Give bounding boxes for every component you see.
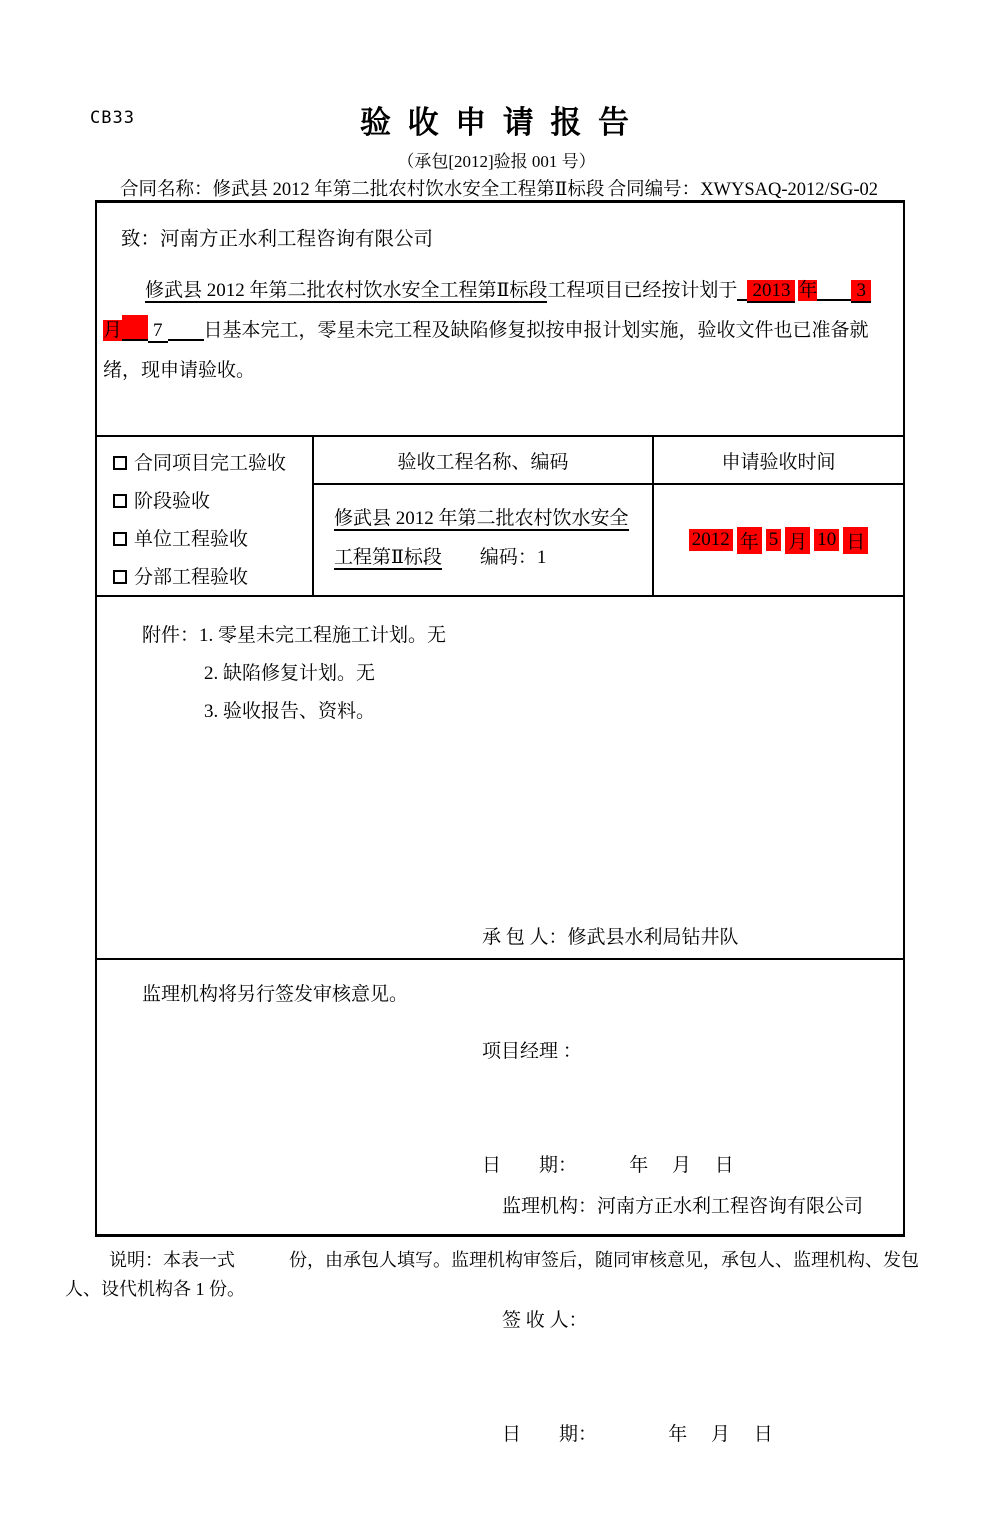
footnote-line-1: 说明：本表一式 份，由承包人填写。监理机构审签后，随同审核意见，承包人、监理机构、发包 <box>109 1250 919 1270</box>
acceptance-time-column <box>654 437 903 595</box>
year-unit-highlight: 年 <box>798 280 818 301</box>
addressee-section <box>97 203 903 435</box>
project-name-line2 <box>334 538 638 577</box>
contract-info-row <box>120 175 878 201</box>
application-line2-text: 日基本完工，零星未完工程及缺陷修复拟按申报计划实施，验收文件也已准备就 <box>203 320 869 341</box>
form-code: CB33 <box>90 108 135 128</box>
date-month-value: 5 <box>766 529 782 551</box>
blank-underline <box>168 315 204 341</box>
project-code: 编码：1 <box>479 547 547 568</box>
checkbox-label: 分部工程验收 <box>134 567 249 588</box>
date-month-unit: 月 <box>785 527 810 554</box>
year-value-highlight: 2013 <box>747 280 795 303</box>
project-manager-line: 项目经理 ： <box>482 1041 582 1062</box>
month-value-highlight: 3 <box>851 280 871 303</box>
acceptance-type-column <box>97 437 314 595</box>
checkbox-label: 阶段验收 <box>134 491 211 512</box>
checkbox-icon[interactable] <box>113 570 127 584</box>
project-name-column <box>314 437 654 595</box>
contract-number-value: XWYSAQ-2012/SG-02 <box>700 180 878 200</box>
acceptance-type-section <box>97 435 903 595</box>
supervisor-signature-block <box>502 1112 863 1530</box>
supervisor-date-line: 日 期： 年 月 日 <box>502 1424 773 1445</box>
contract-name-label: 合同名称： <box>120 180 213 200</box>
page-title: 验 收 申 请 报 告 <box>359 105 634 140</box>
month-unit-highlight: 月 <box>103 320 123 341</box>
supervisor-signer-line: 签 收 人： <box>502 1310 588 1331</box>
checkbox-label: 合同项目完工验收 <box>134 453 287 474</box>
acceptance-time-body <box>654 485 903 595</box>
contract-name-value: 修武县 2012 年第二批农村饮水安全工程第Ⅱ标段 <box>212 180 605 200</box>
footnote-line-2: 人、设代机构各 1 份。 <box>65 1279 245 1299</box>
red-blank-underline <box>122 315 148 341</box>
project-name-header: 验收工程名称、编码 <box>314 437 652 485</box>
attachments-label: 附件： <box>142 625 200 646</box>
checkbox-item-division-project <box>113 559 312 597</box>
attachment-item-2: 2. 缺陷修复计划。无 <box>204 663 376 684</box>
addressee-line: 致：河南方正水利工程咨询有限公司 <box>121 229 434 250</box>
acceptance-time-header: 申请验收时间 <box>654 437 903 485</box>
attachment-item-3: 3. 验收报告、资料。 <box>204 701 376 722</box>
blank-underline <box>817 275 851 301</box>
project-name-line2-text: 工程第Ⅱ标段 <box>334 547 442 568</box>
document-number: （承包[2012]验报 001 号） <box>397 152 596 171</box>
application-line-2 <box>103 311 883 351</box>
project-name-line1: 修武县 2012 年第二批农村饮水安全 <box>334 508 629 529</box>
contractor-name-line: 承 包 人：修武县水利局钻井队 <box>482 927 739 948</box>
footnote <box>65 1246 935 1304</box>
attachment-item-1: 1. 零星未完工程施工计划。无 <box>199 625 447 646</box>
checkbox-icon[interactable] <box>113 494 127 508</box>
supervisor-org-line: 监理机构：河南方正水利工程咨询有限公司 <box>502 1196 864 1217</box>
date-day-unit: 日 <box>843 527 868 554</box>
application-line-1 <box>145 271 883 311</box>
contract-number <box>608 175 878 201</box>
date-year-value: 2012 <box>689 529 733 551</box>
attachment-line-1 <box>142 617 883 655</box>
application-paragraph <box>103 271 883 391</box>
application-mid-text: 工程项目已经按计划于 <box>547 280 738 301</box>
supervisor-note: 监理机构将另行签发审核意见。 <box>142 984 409 1005</box>
application-line-3: 绪，现申请验收。 <box>103 360 256 381</box>
day-value: 7 <box>148 320 168 343</box>
date-year-unit: 年 <box>737 527 762 554</box>
project-name-underlined: 修武县 2012 年第二批农村饮水安全工程第Ⅱ标段 <box>145 280 548 301</box>
checkbox-item-unit-project <box>113 521 312 559</box>
date-day-value: 10 <box>814 529 839 551</box>
contract-name <box>120 175 604 201</box>
checkbox-icon[interactable] <box>113 456 127 470</box>
project-name-body <box>314 485 652 595</box>
contract-number-label: 合同编号： <box>607 180 701 200</box>
blank-underline <box>737 275 747 301</box>
checkbox-icon[interactable] <box>113 532 127 546</box>
contractor-date-line: 日 期： 年 月 日 <box>482 1155 734 1176</box>
checkbox-label: 单位工程验收 <box>134 529 249 550</box>
checkbox-item-contract-completion <box>113 445 312 483</box>
checkbox-item-stage <box>113 483 312 521</box>
